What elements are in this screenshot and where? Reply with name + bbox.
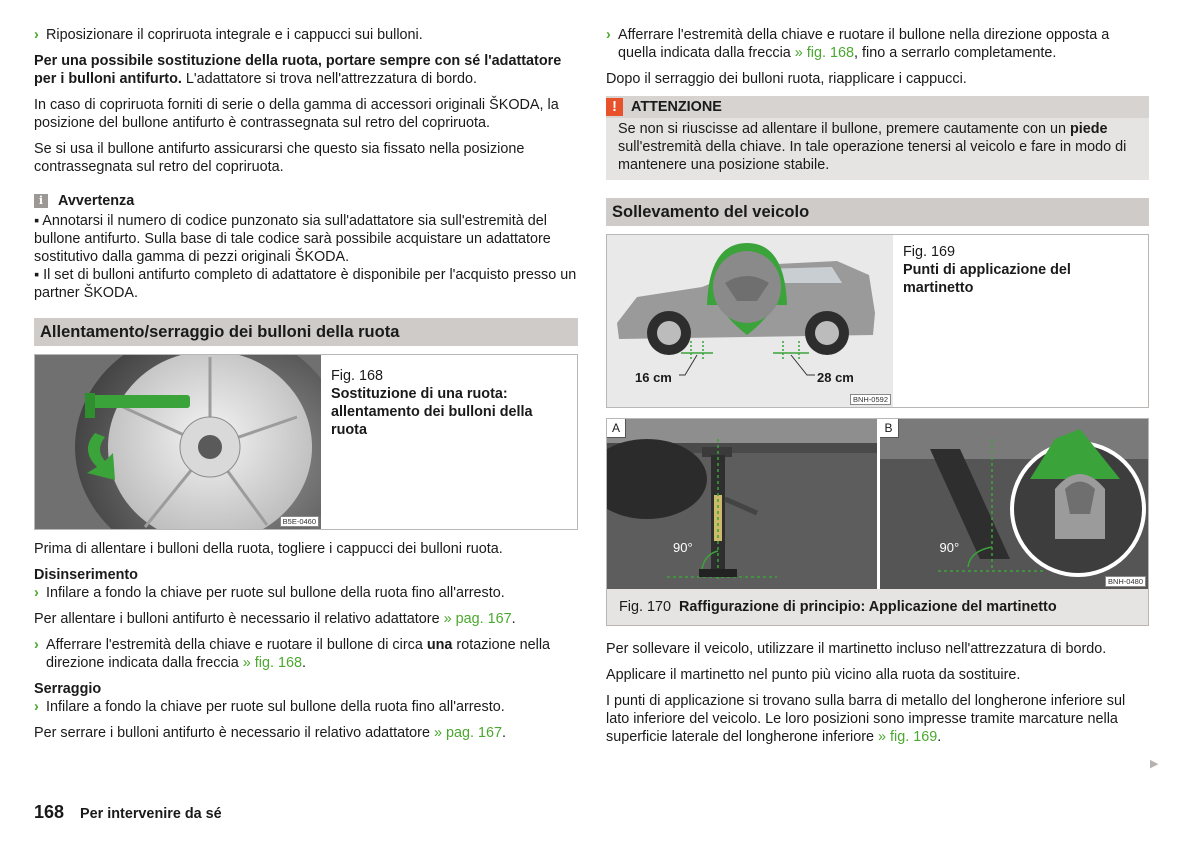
step-tighten-opposite: › Afferrare l'estremità della chiave e ruotare il bullone nella direzione opposta a quella indicata dalla freccia » fig. 168, fino a serrarlo completamente. bbox=[606, 27, 1110, 61]
continue-arrow-icon: ▶ bbox=[1150, 758, 1159, 770]
paragraph-hubcap-position: In caso di copriruota forniti di serie o della gamma di accessori originali ŠKODA, la posizione del bullone antifurto è contrassegnata sul retro del copriruota. bbox=[34, 97, 559, 131]
step-rotate-bolt: › Afferrare l'estremità della chiave e ruotare il bullone di circa una rotazione nella direzione indicata dalla freccia » fig. 168. bbox=[34, 637, 551, 671]
jack-illustration-b bbox=[880, 419, 1149, 589]
warning-box bbox=[606, 96, 1149, 180]
subheading-tightening: Serraggio bbox=[34, 681, 102, 697]
paragraph-antitheft-fixing: Se si usa il bullone antifurto assicurarsi che questo sia fissato nella posizione contrassegnata sul retro del copriruota. bbox=[34, 141, 525, 175]
paragraph-refit-caps: Dopo il serraggio dei bulloni ruota, riapplicare i cappucci. bbox=[606, 71, 967, 87]
paragraph-nearest-point: Applicare il martinetto nel punto più vicino alla ruota da sostituire. bbox=[606, 667, 1021, 683]
figure-link[interactable]: » fig. 168 bbox=[794, 45, 855, 61]
warning-icon: ! bbox=[606, 98, 623, 116]
figure-168 bbox=[34, 354, 578, 530]
paragraph-adapter-tighten: Per serrare i bulloni antifurto è necessario il relativo adattatore » pag. 167. bbox=[34, 725, 506, 741]
paragraph-remove-caps: Prima di allentare i bulloni della ruota, togliere i cappucci dei bulloni ruota. bbox=[34, 541, 503, 557]
page-link[interactable]: » pag. 167 bbox=[443, 611, 512, 627]
step-arrow-icon: › bbox=[34, 27, 39, 43]
panel-a bbox=[607, 419, 880, 589]
step-arrow-icon: › bbox=[34, 699, 39, 715]
figure-170-caption bbox=[607, 589, 1148, 625]
note-line-1: ▪ Annotarsi il numero di codice punzonato sia sull'adattatore sia sull'estremità del bullone antifurto. Sulla base di tale codice sarà possibile acquistare un adattatore sostitutivo dalla gamma di pezzi originali ŠKODA. bbox=[34, 213, 551, 265]
figure-title: Punti di applicazione del martinetto bbox=[903, 262, 1071, 296]
step-arrow-icon: › bbox=[34, 637, 39, 653]
panel-label-a: A bbox=[607, 419, 626, 438]
paragraph-use-jack: Per sollevare il veicolo, utilizzare il martinetto incluso nell'attrezzatura di bordo. bbox=[606, 641, 1107, 657]
figure-title: Sostituzione di una ruota: allentamento dei bulloni della ruota bbox=[331, 386, 533, 438]
step-insert-wrench-tighten: › Infilare a fondo la chiave per ruote sul bullone della ruota fino all'arresto. bbox=[34, 699, 505, 715]
step-arrow-icon: › bbox=[606, 27, 611, 43]
jack-illustration-a bbox=[607, 419, 878, 589]
subheading-loosening: Disinserimento bbox=[34, 567, 138, 583]
section-title-lifting: Sollevamento del veicolo bbox=[606, 198, 1149, 226]
figure-169-caption bbox=[893, 235, 1143, 407]
step-arrow-icon: › bbox=[34, 585, 39, 601]
step-insert-wrench: › Infilare a fondo la chiave per ruote sul bullone della ruota fino all'arresto. bbox=[34, 585, 505, 601]
jack-points-illustration bbox=[607, 235, 893, 407]
figure-168-caption bbox=[321, 355, 571, 529]
warning-heading bbox=[606, 96, 1149, 118]
page-number: 168 bbox=[34, 802, 65, 822]
paragraph-jack-points: I punti di applicazione si trovano sulla barra di metallo del longherone inferiore sul lato inferiore del veicolo. Le loro posizioni sono impresse tramite marcature nella superficie laterale del longherone inferiore » fig. 169. bbox=[606, 693, 1126, 745]
panel-b bbox=[880, 419, 1149, 589]
right-column bbox=[606, 26, 1149, 754]
figure-code: BNH-0480 bbox=[1105, 576, 1146, 587]
angle-label-a: 90° bbox=[673, 540, 693, 555]
chapter-title: Per intervenire da sé bbox=[80, 806, 222, 822]
figure-link[interactable]: » fig. 168 bbox=[242, 655, 303, 671]
dimension-front: 16 cm bbox=[635, 370, 672, 385]
wheel-illustration-svg bbox=[35, 355, 321, 529]
section-title-wheel-bolts: Allentamento/serraggio dei bulloni della ruota bbox=[34, 318, 578, 346]
warning-text: Se non si riuscisse ad allentare il bullone, premere cautamente con un piede sull'estremità della chiave. In tale operazione tenersi al veicolo e fare in modo di mantenere una posizione stabile. bbox=[618, 121, 1127, 173]
figure-label: Fig. 168 bbox=[331, 368, 383, 384]
figure-label: Fig. 169 bbox=[903, 244, 955, 260]
figure-170 bbox=[606, 418, 1149, 626]
figure-link[interactable]: » fig. 169 bbox=[878, 729, 938, 745]
figure-170-panels bbox=[607, 419, 1148, 589]
page-link[interactable]: » pag. 167 bbox=[433, 725, 502, 741]
dimension-rear: 28 cm bbox=[817, 370, 854, 385]
wheel-wrench-illustration bbox=[35, 355, 321, 529]
note-title: Avvertenza bbox=[58, 193, 135, 209]
angle-label-b: 90° bbox=[939, 540, 960, 555]
figure-169 bbox=[606, 234, 1149, 408]
figure-label: Fig. 170 bbox=[619, 599, 671, 615]
info-icon: i bbox=[34, 194, 48, 208]
warning-title: ATTENZIONE bbox=[631, 99, 722, 115]
figure-title: Raffigurazione di principio: Applicazione del martinetto bbox=[679, 599, 1057, 615]
left-column bbox=[34, 26, 578, 750]
page-footer bbox=[34, 803, 222, 823]
figure-code: B5E-0460 bbox=[280, 516, 319, 527]
note-line-2: ▪ Il set di bulloni antifurto completo di adattatore è disponibile per l'acquisto presso un partner ŠKODA. bbox=[34, 267, 577, 301]
antitheft-adapter-note: Per una possibile sostituzione della ruota, portare sempre con sé l'adattatore per i bulloni antifurto. L'adattatore si trova nell'attrezzatura di bordo. bbox=[34, 53, 562, 87]
paragraph-adapter-loosen: Per allentare i bulloni antifurto è necessario il relativo adattatore » pag. 167. bbox=[34, 611, 516, 627]
step-reposition: › Riposizionare il copriruota integrale e i cappucci sui bulloni. bbox=[34, 27, 423, 43]
note-heading bbox=[34, 192, 578, 210]
panel-label-b: B bbox=[880, 419, 899, 438]
figure-code: BNH-0592 bbox=[850, 394, 891, 405]
